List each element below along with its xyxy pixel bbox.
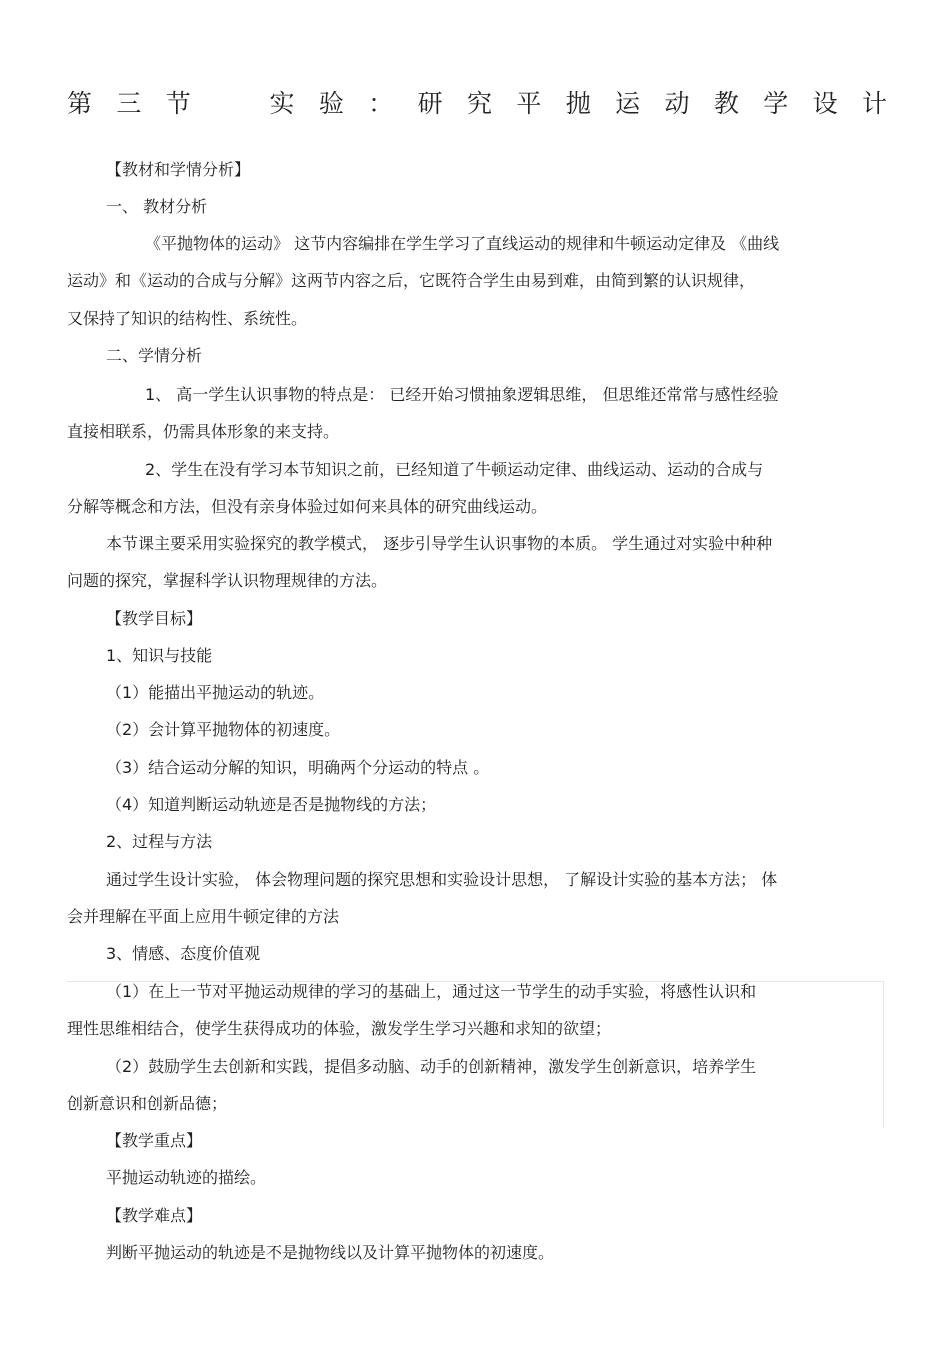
- list-item: （1）在上一节对平抛运动规律的学习的基础上，通过这一节学生的动手实验，将感性认识和: [106, 982, 757, 1001]
- paragraph-line: 理性思维相结合，使学生获得成功的体验，激发学生学习兴趣和求知的欲望；: [67, 1019, 612, 1038]
- subheading-student-analysis: 二、学情分析: [106, 346, 203, 365]
- list-item: （3）结合运动分解的知识，明确两个分运动的特点 。: [106, 758, 490, 777]
- section-heading-objectives: 【教学目标】: [106, 609, 203, 628]
- title-char: 运: [615, 89, 641, 118]
- paragraph-line: 直接相联系，仍需具体形象的来支持。: [67, 422, 340, 441]
- subheading-materials-analysis: 一、 教材分析: [106, 197, 208, 216]
- title-char: 教: [713, 89, 739, 118]
- paragraph-line: 平抛运动轨迹的描绘。: [106, 1168, 267, 1187]
- paragraph-line: 会并理解在平面上应用牛顿定律的方法: [67, 907, 340, 926]
- paragraph-line: 运动》和《运动的合成与分解》这两节内容之后，它既符合学生由易到难，由简到繁的认识规律，: [67, 271, 756, 290]
- title-char: 第: [67, 89, 93, 118]
- subheading-knowledge-skills: 1、知识与技能: [106, 646, 213, 665]
- title-char: ：: [368, 89, 394, 118]
- paragraph-line: 创新意识和创新品德；: [67, 1094, 228, 1113]
- subheading-process-methods: 2、过程与方法: [106, 832, 213, 851]
- title-char: 动: [664, 89, 690, 118]
- title-char: 抛: [565, 89, 591, 118]
- paragraph-line: 通过学生设计实验， 体会物理问题的探究思想和实验设计思想， 了解设计实验的基本方法； 体: [106, 870, 778, 889]
- list-item: （2）鼓励学生去创新和实践，提倡多动脑、动手的创新精神，激发学生创新意识，培养学生: [106, 1057, 757, 1076]
- list-item: （1）能描出平抛运动的轨迹。: [106, 683, 325, 702]
- paragraph-line: 1、 高一学生认识事物的特点是： 已经开始习惯抽象逻辑思维， 但思维还常常与感性经验: [145, 385, 779, 404]
- title-char: 三: [116, 89, 142, 118]
- title-char: 节: [165, 89, 191, 118]
- title-char: 学: [763, 89, 789, 118]
- title-char: 平: [516, 89, 542, 118]
- document-title: [67, 86, 887, 122]
- paragraph-line: 《平抛物体的运动》 这节内容编排在学生学习了直线运动的规律和牛顿运动定律及 《曲线: [145, 234, 780, 253]
- section-heading-key-points: 【教学重点】: [106, 1131, 203, 1150]
- title-char: 研: [417, 89, 443, 118]
- paragraph-line: 判断平抛运动的轨迹是不是抛物线以及计算平抛物体的初速度。: [106, 1243, 555, 1262]
- list-item: （4）知道判断运动轨迹是否是抛物线的方法；: [106, 795, 437, 814]
- section-heading-materials: 【教材和学情分析】: [106, 160, 251, 179]
- paragraph-line: 问题的探究，掌握科学认识物理规律的方法。: [67, 571, 388, 590]
- title-gap: [215, 86, 245, 122]
- title-char: 计: [861, 89, 887, 118]
- paragraph-line: 本节课主要采用实验探究的教学模式， 逐步引导学生认识事物的本质。 学生通过对实验中种种: [106, 534, 773, 553]
- paragraph-line: 2、学生在没有学习本节知识之前，已经知道了牛顿运动定律、曲线运动、运动的合成与: [145, 460, 764, 479]
- title-char: 验: [318, 89, 344, 118]
- subheading-emotions-values: 3、情感、态度价值观: [106, 944, 261, 963]
- title-char: 实: [269, 89, 295, 118]
- title-char: 设: [812, 89, 838, 118]
- list-item: （2）会计算平抛物体的初速度。: [106, 720, 341, 739]
- paragraph-line: 分解等概念和方法，但没有亲身体验过如何来具体的研究曲线运动。: [67, 497, 548, 516]
- section-heading-difficulties: 【教学难点】: [106, 1206, 203, 1225]
- title-char: 究: [466, 89, 492, 118]
- paragraph-line: 又保持了知识的结构性、系统性。: [67, 309, 308, 328]
